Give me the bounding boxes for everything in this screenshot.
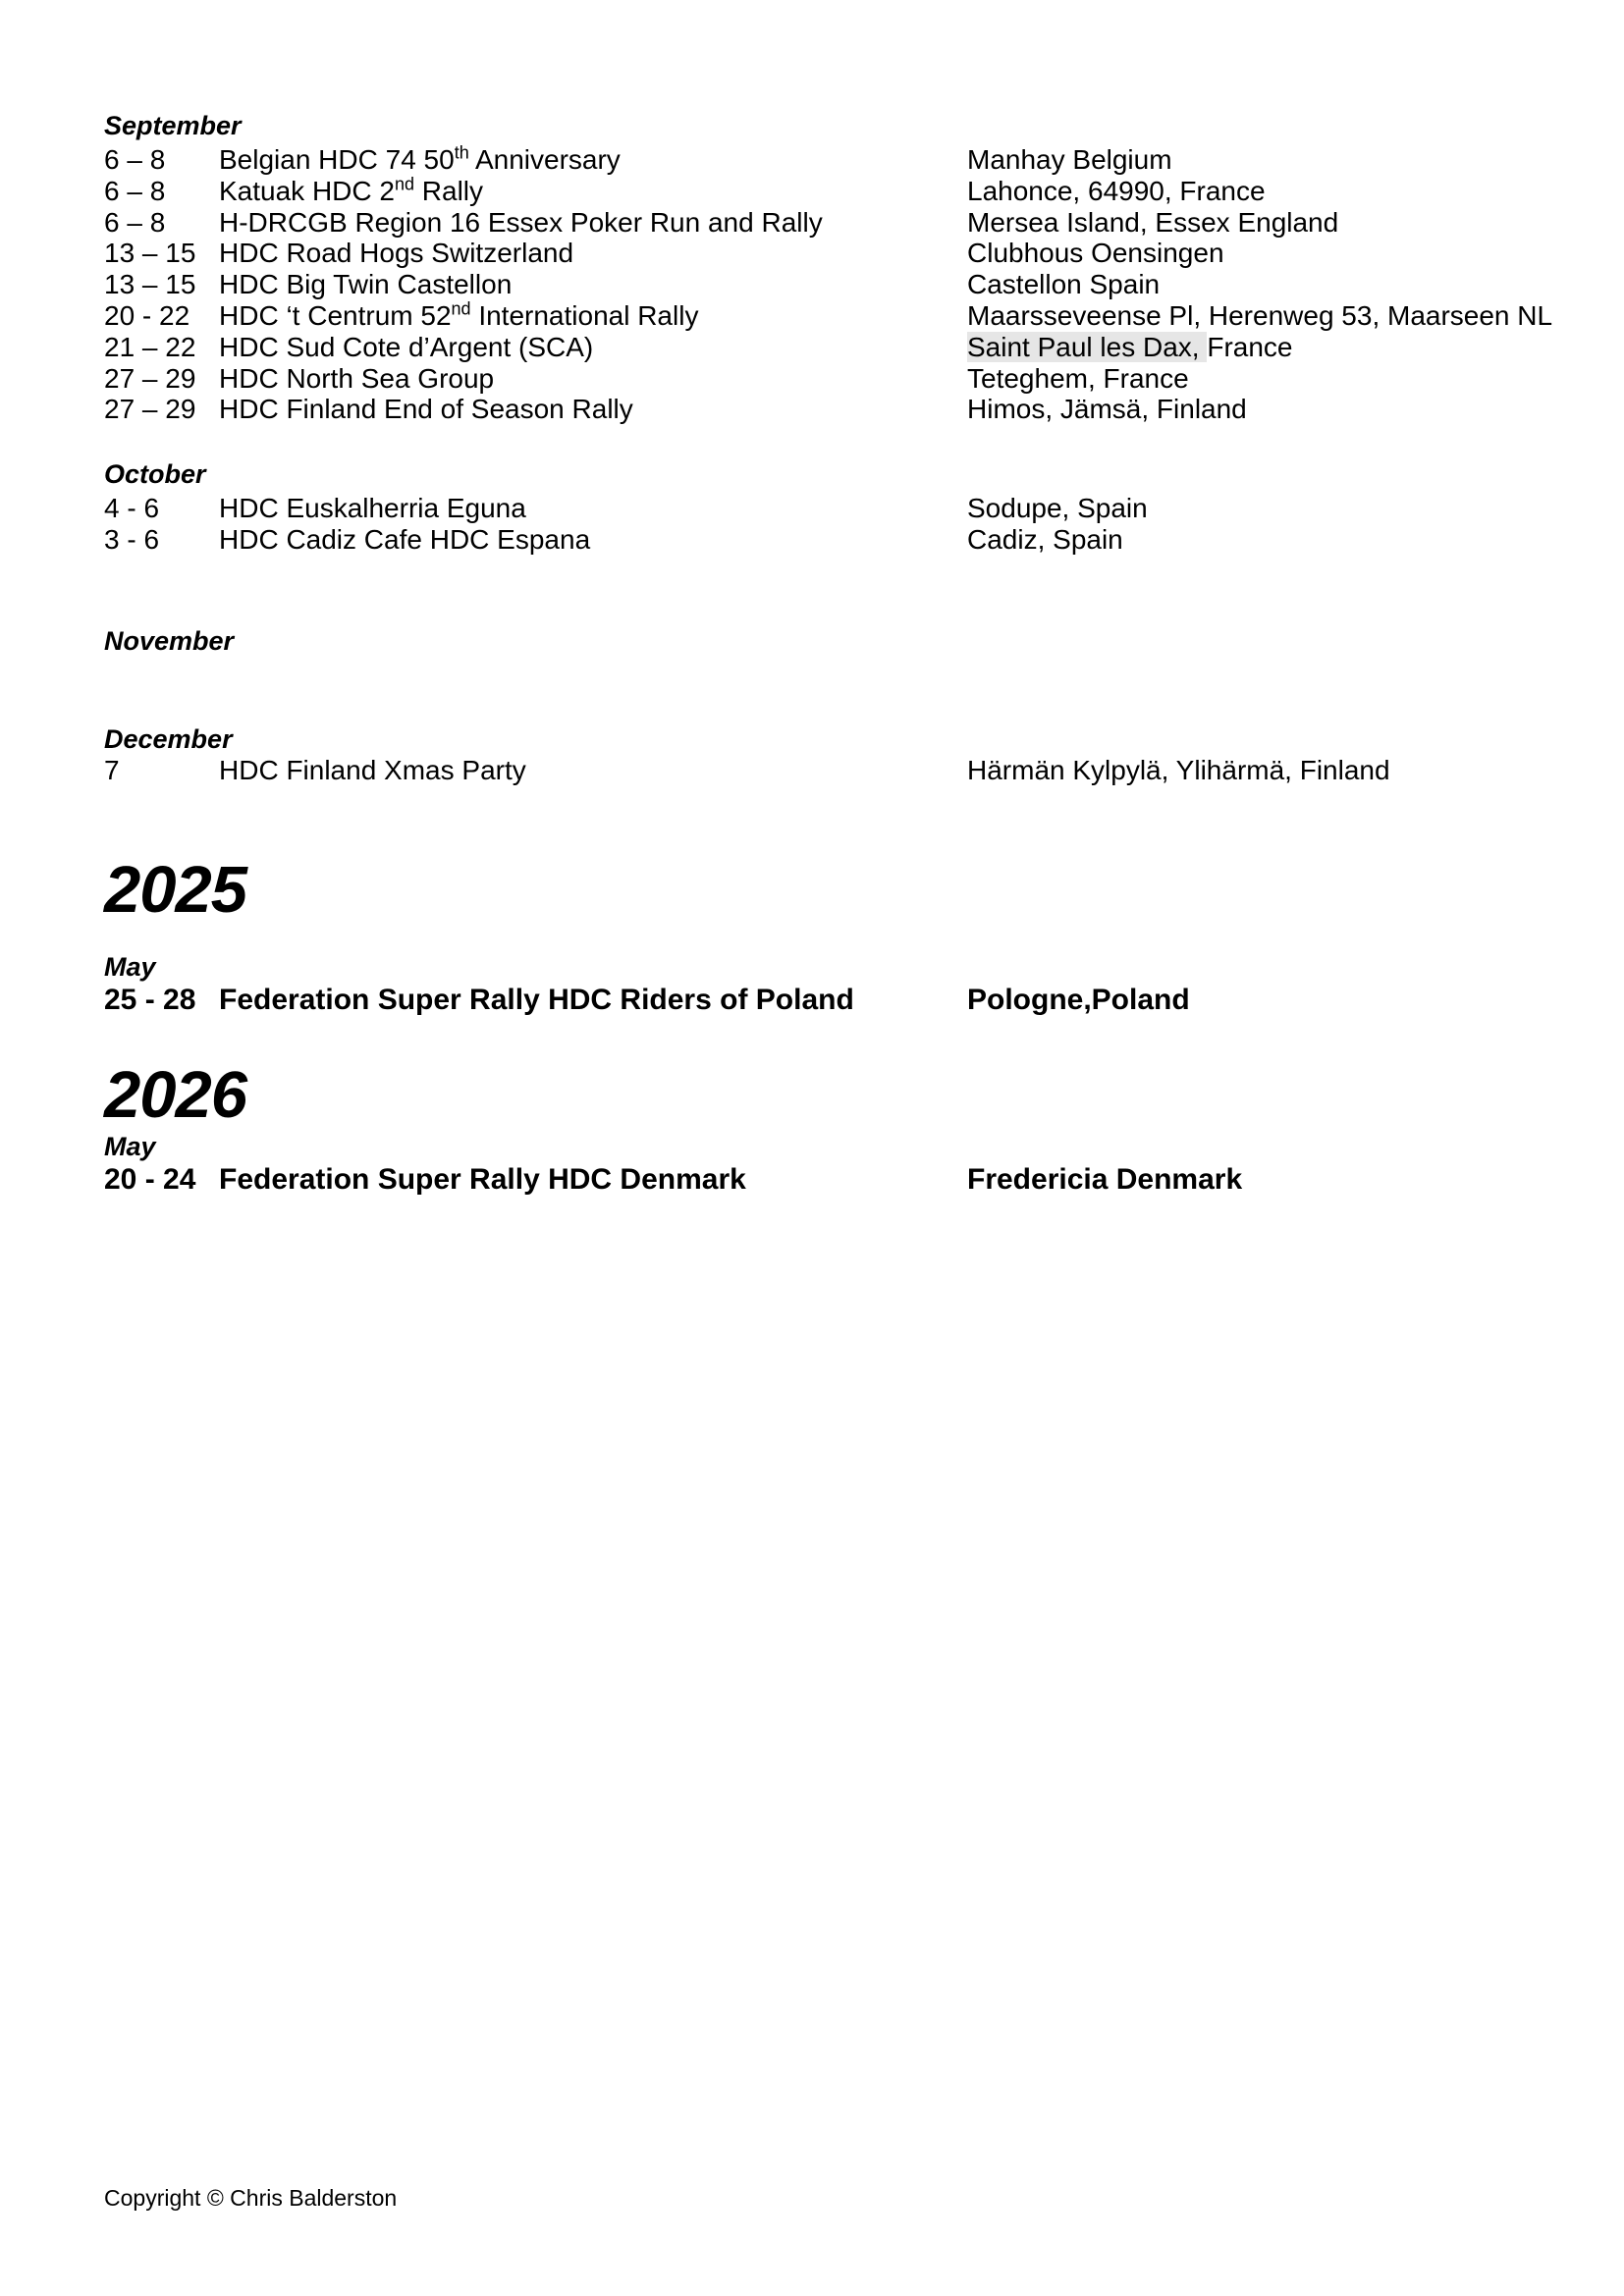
event-name [219,144,967,176]
event-location [967,332,1595,363]
section-september [104,110,1595,425]
event-name-text: Rally [414,175,484,206]
event-name-text: HDC ‘t Centrum 52 [219,299,452,331]
event-name [219,207,967,239]
event-date: 4 - 6 [104,493,160,524]
event-date: 13 – 15 [104,269,196,300]
location-text: Sodupe, Spain [967,493,1148,524]
event-row [104,1162,1595,1198]
location-text: Himos, Jämsä, Finland [967,394,1247,425]
event-location [967,755,1595,786]
event-date: 20 - 22 [104,299,190,331]
event-name [219,269,967,300]
section-october [104,458,1595,556]
event-row [104,983,1595,1018]
location-text: Clubhous Oensingen [967,238,1224,269]
event-rows [104,144,1595,425]
event-rows [104,755,1595,786]
location-text: Manhay Belgium [967,144,1172,175]
month-heading: September [104,111,242,140]
event-name [219,332,967,363]
year-section-2025 [104,852,1595,1018]
event-name [219,755,967,786]
month-heading: November [104,625,235,656]
event-name-text: HDC North Sea Group [219,362,495,394]
event-row [104,300,1595,332]
event-date: 25 - 28 [104,983,196,1016]
event-name-text: H-DRCGB Region 16 Essex Poker Run and Rally [219,206,823,238]
ordinal-superscript: nd [394,174,414,194]
event-name [219,493,967,524]
event-name [219,363,967,395]
event-name [219,176,967,207]
month-heading: December [104,723,233,754]
location-text: Lahonce, 64990, France [967,175,1266,206]
event-row [104,524,1595,556]
event-name [219,300,967,332]
event-location [967,176,1595,207]
event-row [104,269,1595,300]
event-date: 21 – 22 [104,331,196,362]
page-content [104,110,1595,1198]
event-row [104,238,1595,269]
event-row [104,493,1595,524]
section-november [104,625,1595,657]
month-heading: May [104,951,156,982]
event-location: Fredericia Denmark [967,1162,1243,1196]
event-row [104,176,1595,207]
event-location [967,238,1595,269]
event-name-text: HDC Big Twin Castellon [219,269,513,300]
event-name-text: HDC Finland Xmas Party [219,754,526,785]
event-name-text: HDC Cadiz Cafe HDC Espana [219,523,591,555]
event-name-text: HDC Road Hogs Switzerland [219,238,574,269]
event-date: 6 – 8 [104,175,166,206]
event-date: 6 – 8 [104,144,166,175]
event-date: 13 – 15 [104,238,196,269]
event-location: Pologne,Poland [967,983,1190,1016]
event-name-text: HDC Finland End of Season Rally [219,394,633,425]
event-location [967,269,1595,300]
event-name-text: International Rally [470,299,699,331]
event-name-text: HDC Sud Cote d’Argent (SCA) [219,331,594,362]
event-name [219,394,967,425]
event-name-text: HDC Euskalherria Eguna [219,493,526,524]
location-text: Cadiz, Spain [967,523,1123,555]
year-heading: 2025 [104,852,247,927]
event-location [967,493,1595,524]
ordinal-superscript: th [454,142,469,163]
event-name [219,238,967,269]
event-name-text: Katuak HDC 2 [219,175,395,206]
location-text: Castellon Spain [967,269,1161,300]
location-text: Maarsseveense Pl, Herenweg 53, Maarseen NL [967,299,1553,331]
event-location [967,207,1595,239]
event-date: 6 – 8 [104,206,166,238]
event-location [967,300,1595,332]
highlighted-location-text: Saint Paul les Dax, [967,331,1208,362]
event-date: 27 – 29 [104,362,196,394]
footer-copyright: Copyright © Chris Balderston [104,2185,398,2211]
event-row [104,363,1595,395]
event-name: Federation Super Rally HDC Riders of Poland [219,983,854,1016]
location-text: Härmän Kylpylä, Ylihärmä, Finland [967,754,1390,785]
event-row [104,332,1595,363]
ordinal-superscript: nd [451,298,471,319]
month-heading: May [104,1131,156,1161]
location-text: Teteghem, France [967,362,1189,394]
year-section-2026 [104,1057,1595,1198]
event-row [104,755,1595,786]
month-heading: October [104,459,206,490]
event-name [219,524,967,556]
section-december [104,723,1595,786]
event-date: 20 - 24 [104,1162,196,1196]
location-text: Mersea Island, Essex England [967,206,1339,238]
event-name-text: Anniversary [468,144,621,175]
event-row [104,144,1595,176]
event-location [967,363,1595,395]
event-location [967,394,1595,425]
event-date: 27 – 29 [104,394,196,425]
event-name: Federation Super Rally HDC Denmark [219,1162,746,1196]
event-location [967,524,1595,556]
location-text: France [1207,331,1293,362]
event-row [104,207,1595,239]
event-row [104,394,1595,425]
event-name-text: Belgian HDC 74 50 [219,144,455,175]
event-rows [104,493,1595,556]
year-heading: 2026 [104,1057,247,1132]
event-date: 3 - 6 [104,523,160,555]
event-date: 7 [104,754,120,785]
event-location [967,144,1595,176]
